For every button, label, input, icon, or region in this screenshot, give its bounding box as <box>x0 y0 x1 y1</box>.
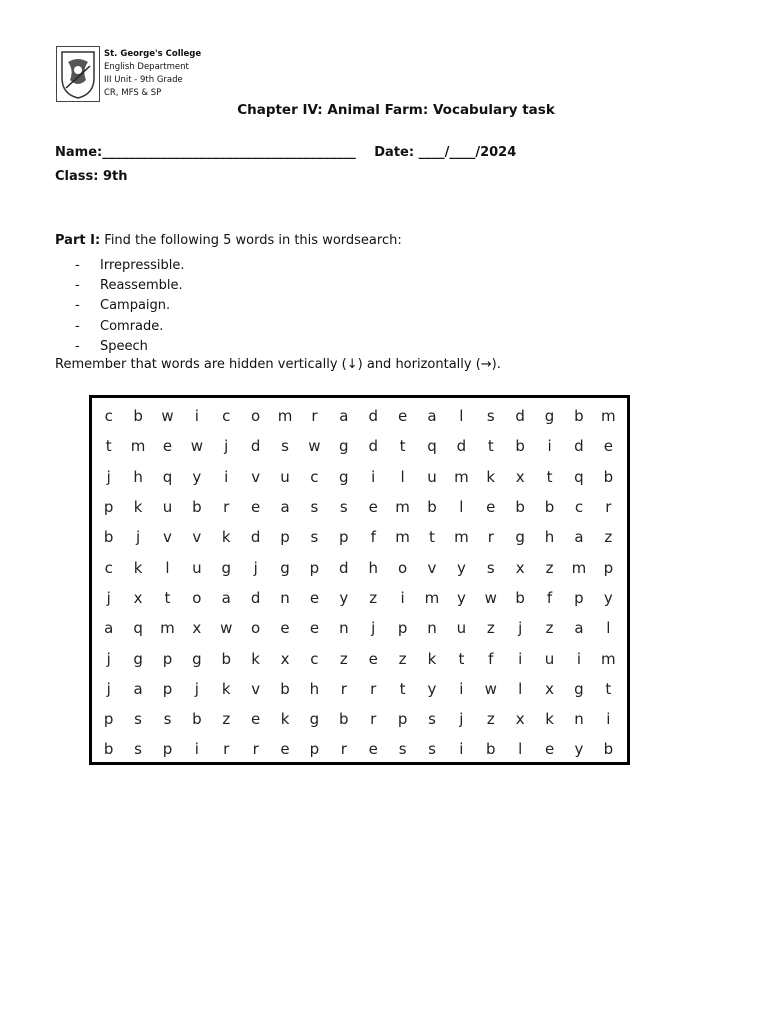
wordsearch-cell: f <box>370 528 376 547</box>
wordsearch-row <box>94 704 623 734</box>
wordsearch-cell: a <box>427 407 437 426</box>
wordsearch-cell: b <box>544 498 555 517</box>
wordsearch-cell: a <box>104 619 114 638</box>
wordsearch-cell: g <box>515 528 525 547</box>
wordsearch-cell: k <box>133 498 143 517</box>
wordsearch-cell: i <box>194 740 199 759</box>
wordsearch-cell: c <box>310 467 319 486</box>
wordsearch-cell: l <box>518 740 523 759</box>
wordsearch-cell: r <box>223 740 230 759</box>
wordsearch-cell: v <box>427 558 437 577</box>
wordsearch-cell: m <box>454 528 469 547</box>
wordsearch-cell: u <box>427 467 437 486</box>
wordsearch-cell: j <box>106 467 111 486</box>
wordsearch-cell: p <box>309 558 320 577</box>
wordsearch-cell: u <box>456 619 467 638</box>
wordsearch-cell: t <box>399 437 406 456</box>
wordsearch-cell: t <box>164 588 171 607</box>
wordsearch-cell: k <box>251 649 260 668</box>
wordsearch-cell: n <box>339 619 349 638</box>
name-field: Name:_______________________________________ <box>55 145 356 160</box>
wordsearch-table <box>94 401 623 765</box>
word-text: Irrepressible. <box>100 257 185 273</box>
wordsearch-cell: p <box>603 558 614 577</box>
wordsearch-cell: q <box>133 619 143 638</box>
word-list-item <box>75 296 184 316</box>
word-text: Reassemble. <box>100 277 183 293</box>
wordsearch-cell: s <box>398 740 407 759</box>
wordsearch-cell: f <box>488 649 494 668</box>
wordsearch-cell: k <box>133 558 143 577</box>
wordsearch-cell: u <box>280 467 290 486</box>
wordsearch-cell: b <box>103 528 114 547</box>
wordsearch-cell: m <box>424 588 440 607</box>
wordsearch-cell: y <box>427 679 437 698</box>
wordsearch-cell: o <box>251 407 261 426</box>
wordsearch-cell: g <box>574 679 584 698</box>
wordsearch-cell: g <box>339 467 349 486</box>
wordsearch-cell: l <box>459 407 464 426</box>
wordsearch-cell: s <box>428 710 436 729</box>
wordsearch-cell: e <box>251 710 261 729</box>
wordsearch-row <box>94 462 623 492</box>
wordsearch-cell: x <box>133 588 143 607</box>
wordsearch-cell: g <box>339 437 349 456</box>
wordsearch-cell: k <box>221 528 231 547</box>
wordsearch-cell: s <box>310 498 319 517</box>
wordsearch-cell: z <box>486 619 495 638</box>
wordsearch-cell: i <box>606 710 611 729</box>
wordsearch-cell: s <box>281 437 289 456</box>
teacher-initials: CR, MFS & SP <box>104 88 162 98</box>
wordsearch-cell: e <box>368 740 378 759</box>
wordsearch-cell: r <box>252 740 259 759</box>
wordsearch-cell: m <box>571 558 587 577</box>
wordsearch-row <box>94 492 623 522</box>
wordsearch-cell: l <box>400 467 405 486</box>
wordsearch-cell: z <box>604 528 613 547</box>
wordsearch-cell: i <box>518 649 523 668</box>
wordsearch-cell: b <box>103 740 114 759</box>
wordsearch-cell: j <box>253 558 258 577</box>
wordsearch-cell: q <box>162 467 173 486</box>
wordsearch-cell: i <box>547 437 552 456</box>
wordsearch-cell: b <box>515 437 525 456</box>
word-list <box>75 255 184 356</box>
wordsearch-cell: r <box>605 498 612 517</box>
word-text: Campaign. <box>100 298 171 314</box>
wordsearch-cell: w <box>220 619 233 638</box>
wordsearch-cell: r <box>370 679 377 698</box>
wordsearch-cell: x <box>515 467 525 486</box>
wordsearch-cell: e <box>162 437 173 456</box>
word-text: Comrade. <box>100 318 164 334</box>
wordsearch-cell: b <box>603 467 614 486</box>
wordsearch-cell: i <box>459 679 464 698</box>
wordsearch-cell: d <box>250 437 261 456</box>
wordsearch-cell: r <box>223 498 230 517</box>
wordsearch-cell: l <box>459 498 464 517</box>
wordsearch-cell: d <box>368 437 378 456</box>
wordsearch-cell: s <box>428 740 436 759</box>
wordsearch-cell: z <box>222 710 231 729</box>
wordsearch-cell: r <box>370 710 377 729</box>
wordsearch-cell: b <box>133 407 143 426</box>
wordsearch-cell: l <box>518 679 523 698</box>
wordsearch-cell: o <box>192 588 202 607</box>
wordsearch-cell: y <box>192 467 202 486</box>
wordsearch-cell: s <box>339 498 348 517</box>
wordsearch-cell: r <box>311 407 318 426</box>
wordsearch-cell: p <box>162 740 173 759</box>
wordsearch-cell: p <box>574 588 584 607</box>
wordsearch-cell: a <box>221 588 231 607</box>
wordsearch-cell: g <box>221 558 232 577</box>
wordsearch-row <box>94 643 623 673</box>
wordsearch-cell: b <box>515 498 525 517</box>
department-name: English Department <box>104 62 189 72</box>
wordsearch-cell: j <box>194 679 199 698</box>
wordsearch-cell: i <box>400 588 405 607</box>
wordsearch-cell: e <box>280 619 290 638</box>
wordsearch-cell: o <box>251 619 261 638</box>
wordsearch-cell: t <box>546 467 553 486</box>
class-label: Class: 9th <box>55 169 128 184</box>
wordsearch-cell: t <box>605 679 612 698</box>
wordsearch-cell: x <box>192 619 202 638</box>
wordsearch-cell: t <box>429 528 435 547</box>
school-name: St. George's College <box>104 49 202 59</box>
word-list-item <box>75 275 184 295</box>
wordsearch-cell: b <box>192 498 202 517</box>
wordsearch-cell: g <box>280 558 290 577</box>
wordsearch-cell: w <box>484 588 497 607</box>
wordsearch-cell: x <box>515 710 525 729</box>
wordsearch-cell: i <box>224 467 229 486</box>
wordsearch-cell: h <box>309 679 320 698</box>
bullet-dash: - <box>75 277 80 293</box>
wordsearch-cell: p <box>103 498 114 517</box>
wordsearch-cell: y <box>339 588 349 607</box>
wordsearch-cell: e <box>309 619 320 638</box>
wordsearch-cell: s <box>486 558 495 577</box>
wordsearch-cell: d <box>368 407 378 426</box>
wordsearch-cell: k <box>486 467 496 486</box>
part-one-text: Find the following 5 words in this wordsearch: <box>104 233 402 248</box>
wordsearch-row <box>94 583 623 613</box>
unit-grade: III Unit - 9th Grade <box>104 75 183 85</box>
wordsearch-cell: e <box>309 588 320 607</box>
wordsearch-cell: k <box>280 710 290 729</box>
wordsearch-cell: m <box>160 619 175 638</box>
school-info <box>104 48 201 100</box>
wordsearch-cell: j <box>371 619 376 638</box>
wordsearch-cell: b <box>486 740 496 759</box>
wordsearch-cell: s <box>163 710 172 729</box>
wordsearch-row <box>94 734 623 764</box>
wordsearch-cell: z <box>398 649 407 668</box>
page-title: Chapter IV: Animal Farm: Vocabulary task <box>237 102 555 118</box>
wordsearch-cell: t <box>105 437 112 456</box>
wordsearch-cell: q <box>427 437 437 456</box>
wordsearch-cell: y <box>456 558 466 577</box>
word-list-item <box>75 336 184 356</box>
wordsearch-cell: s <box>134 710 142 729</box>
bullet-dash: - <box>75 318 80 334</box>
wordsearch-cell: u <box>544 649 555 668</box>
wordsearch-cell: p <box>339 528 349 547</box>
wordsearch-cell: e <box>368 649 378 668</box>
wordsearch-cell: b <box>603 740 614 759</box>
word-text: Speech <box>100 338 148 354</box>
wordsearch-cell: e <box>280 740 290 759</box>
wordsearch-cell: c <box>222 407 231 426</box>
wordsearch-cell: a <box>339 407 349 426</box>
wordsearch-cell: d <box>515 407 525 426</box>
wordsearch-cell: a <box>574 528 584 547</box>
wordsearch-cell: j <box>518 619 523 638</box>
wordsearch-cell: i <box>459 740 464 759</box>
wordsearch-cell: g <box>192 649 202 668</box>
wordsearch-cell: v <box>163 528 172 547</box>
wordsearch-cell: x <box>280 649 290 668</box>
wordsearch-cell: b <box>515 588 525 607</box>
wordsearch-cell: e <box>251 498 261 517</box>
wordsearch-cell: u <box>162 498 173 517</box>
wordsearch-cell: j <box>106 588 111 607</box>
wordsearch-cell: b <box>427 498 437 517</box>
wordsearch-cell: e <box>486 498 496 517</box>
wordsearch-cell: p <box>103 710 114 729</box>
wordsearch-cell: y <box>456 588 466 607</box>
wordsearch-cell: l <box>606 619 611 638</box>
wordsearch-cell: c <box>104 407 113 426</box>
wordsearch-cell: d <box>250 588 261 607</box>
word-list-item <box>75 255 184 275</box>
wordsearch-cell: n <box>427 619 437 638</box>
wordsearch-cell: x <box>515 558 525 577</box>
wordsearch-cell: y <box>603 588 613 607</box>
wordsearch-cell: p <box>280 528 290 547</box>
wordsearch-cell: r <box>340 740 347 759</box>
wordsearch-cell: o <box>398 558 408 577</box>
wordsearch-cell: k <box>545 710 554 729</box>
wordsearch-cell: j <box>106 649 111 668</box>
wordsearch-cell: k <box>427 649 437 668</box>
wordsearch-cell: b <box>280 679 290 698</box>
wordsearch-cell: s <box>486 407 495 426</box>
wordsearch-cell: e <box>368 498 378 517</box>
bullet-dash: - <box>75 257 80 273</box>
wordsearch-cell: z <box>545 558 554 577</box>
bullet-dash: - <box>75 298 80 314</box>
wordsearch-cell: m <box>277 407 293 426</box>
wordsearch-cell: p <box>162 649 173 668</box>
wordsearch-cell: p <box>397 710 408 729</box>
wordsearch-cell: x <box>545 679 554 698</box>
wordsearch-cell: h <box>368 558 378 577</box>
wordsearch-cell: b <box>221 649 232 668</box>
wordsearch-cell: w <box>161 407 174 426</box>
wordsearch-cell: z <box>339 649 348 668</box>
wordsearch-cell: a <box>574 619 584 638</box>
wordsearch-cell: l <box>165 558 170 577</box>
wordsearch-cell: e <box>397 407 408 426</box>
wordsearch-cell: t <box>458 649 465 668</box>
wordsearch-cell: j <box>106 679 111 698</box>
wordsearch-cell: b <box>192 710 202 729</box>
wordsearch-row <box>94 674 623 704</box>
wordsearch-cell: m <box>601 649 616 668</box>
wordsearch-cell: n <box>574 710 584 729</box>
wordsearch-cell: d <box>250 528 261 547</box>
wordsearch-cell: e <box>544 740 555 759</box>
date-field: Date: ____/____/2024 <box>374 145 517 160</box>
wordsearch-cell: f <box>546 588 553 607</box>
wordsearch-cell: e <box>603 437 613 456</box>
wordsearch-cell: c <box>574 498 584 517</box>
wordsearch-cell: a <box>133 679 143 698</box>
wordsearch-cell: c <box>104 558 113 577</box>
wordsearch-cell: u <box>192 558 202 577</box>
wordsearch-grid <box>89 395 630 765</box>
wordsearch-cell: m <box>395 528 410 547</box>
wordsearch-cell: k <box>221 679 231 698</box>
wordsearch-cell: w <box>484 679 497 698</box>
wordsearch-cell: p <box>309 740 320 759</box>
word-list-item <box>75 316 184 336</box>
wordsearch-cell: z <box>545 619 554 638</box>
bullet-dash: - <box>75 338 80 354</box>
wordsearch-cell: s <box>310 528 319 547</box>
wordsearch-cell: m <box>601 407 616 426</box>
wordsearch-row <box>94 522 623 552</box>
wordsearch-cell: c <box>310 649 319 668</box>
wordsearch-cell: w <box>308 437 321 456</box>
wordsearch-cell: d <box>456 437 467 456</box>
wordsearch-cell: v <box>192 528 202 547</box>
wordsearch-row <box>94 613 623 643</box>
wordsearch-cell: m <box>130 437 146 456</box>
wordsearch-cell: a <box>280 498 290 517</box>
wordsearch-cell: b <box>574 407 584 426</box>
wordsearch-cell: t <box>487 437 494 456</box>
wordsearch-cell: m <box>454 467 469 486</box>
wordsearch-row <box>94 401 623 431</box>
part-one-instruction <box>55 233 402 248</box>
wordsearch-cell: b <box>339 710 349 729</box>
wordsearch-row <box>94 552 623 582</box>
wordsearch-cell: j <box>224 437 229 456</box>
wordsearch-cell: s <box>134 740 142 759</box>
wordsearch-cell: t <box>399 679 406 698</box>
part-one-label: Part I: <box>55 233 101 248</box>
crest-icon <box>58 48 98 100</box>
wordsearch-cell: d <box>339 558 349 577</box>
wordsearch-cell: m <box>395 498 410 517</box>
wordsearch-cell: i <box>371 467 376 486</box>
direction-note: Remember that words are hidden vertically (↓) and horizontally (→). <box>55 357 501 372</box>
wordsearch-cell: v <box>251 679 261 698</box>
wordsearch-cell: d <box>574 437 584 456</box>
wordsearch-cell: z <box>369 588 378 607</box>
wordsearch-cell: y <box>574 740 584 759</box>
wordsearch-cell: g <box>309 710 320 729</box>
wordsearch-cell: i <box>194 407 199 426</box>
college-crest-logo <box>56 46 100 102</box>
wordsearch-cell: h <box>544 528 555 547</box>
wordsearch-cell: g <box>544 407 555 426</box>
name-date-row <box>55 145 516 160</box>
wordsearch-cell: j <box>459 710 464 729</box>
wordsearch-cell: p <box>397 619 408 638</box>
wordsearch-cell: z <box>486 710 495 729</box>
wordsearch-cell: j <box>136 528 141 547</box>
wordsearch-row <box>94 431 623 461</box>
wordsearch-cell: g <box>133 649 143 668</box>
wordsearch-cell: q <box>574 467 584 486</box>
wordsearch-cell: r <box>340 679 347 698</box>
wordsearch-cell: i <box>576 649 582 668</box>
wordsearch-cell: w <box>190 437 203 456</box>
wordsearch-cell: n <box>280 588 290 607</box>
wordsearch-cell: v <box>251 467 261 486</box>
wordsearch-cell: r <box>487 528 494 547</box>
wordsearch-cell: p <box>162 679 173 698</box>
wordsearch-cell: h <box>133 467 143 486</box>
